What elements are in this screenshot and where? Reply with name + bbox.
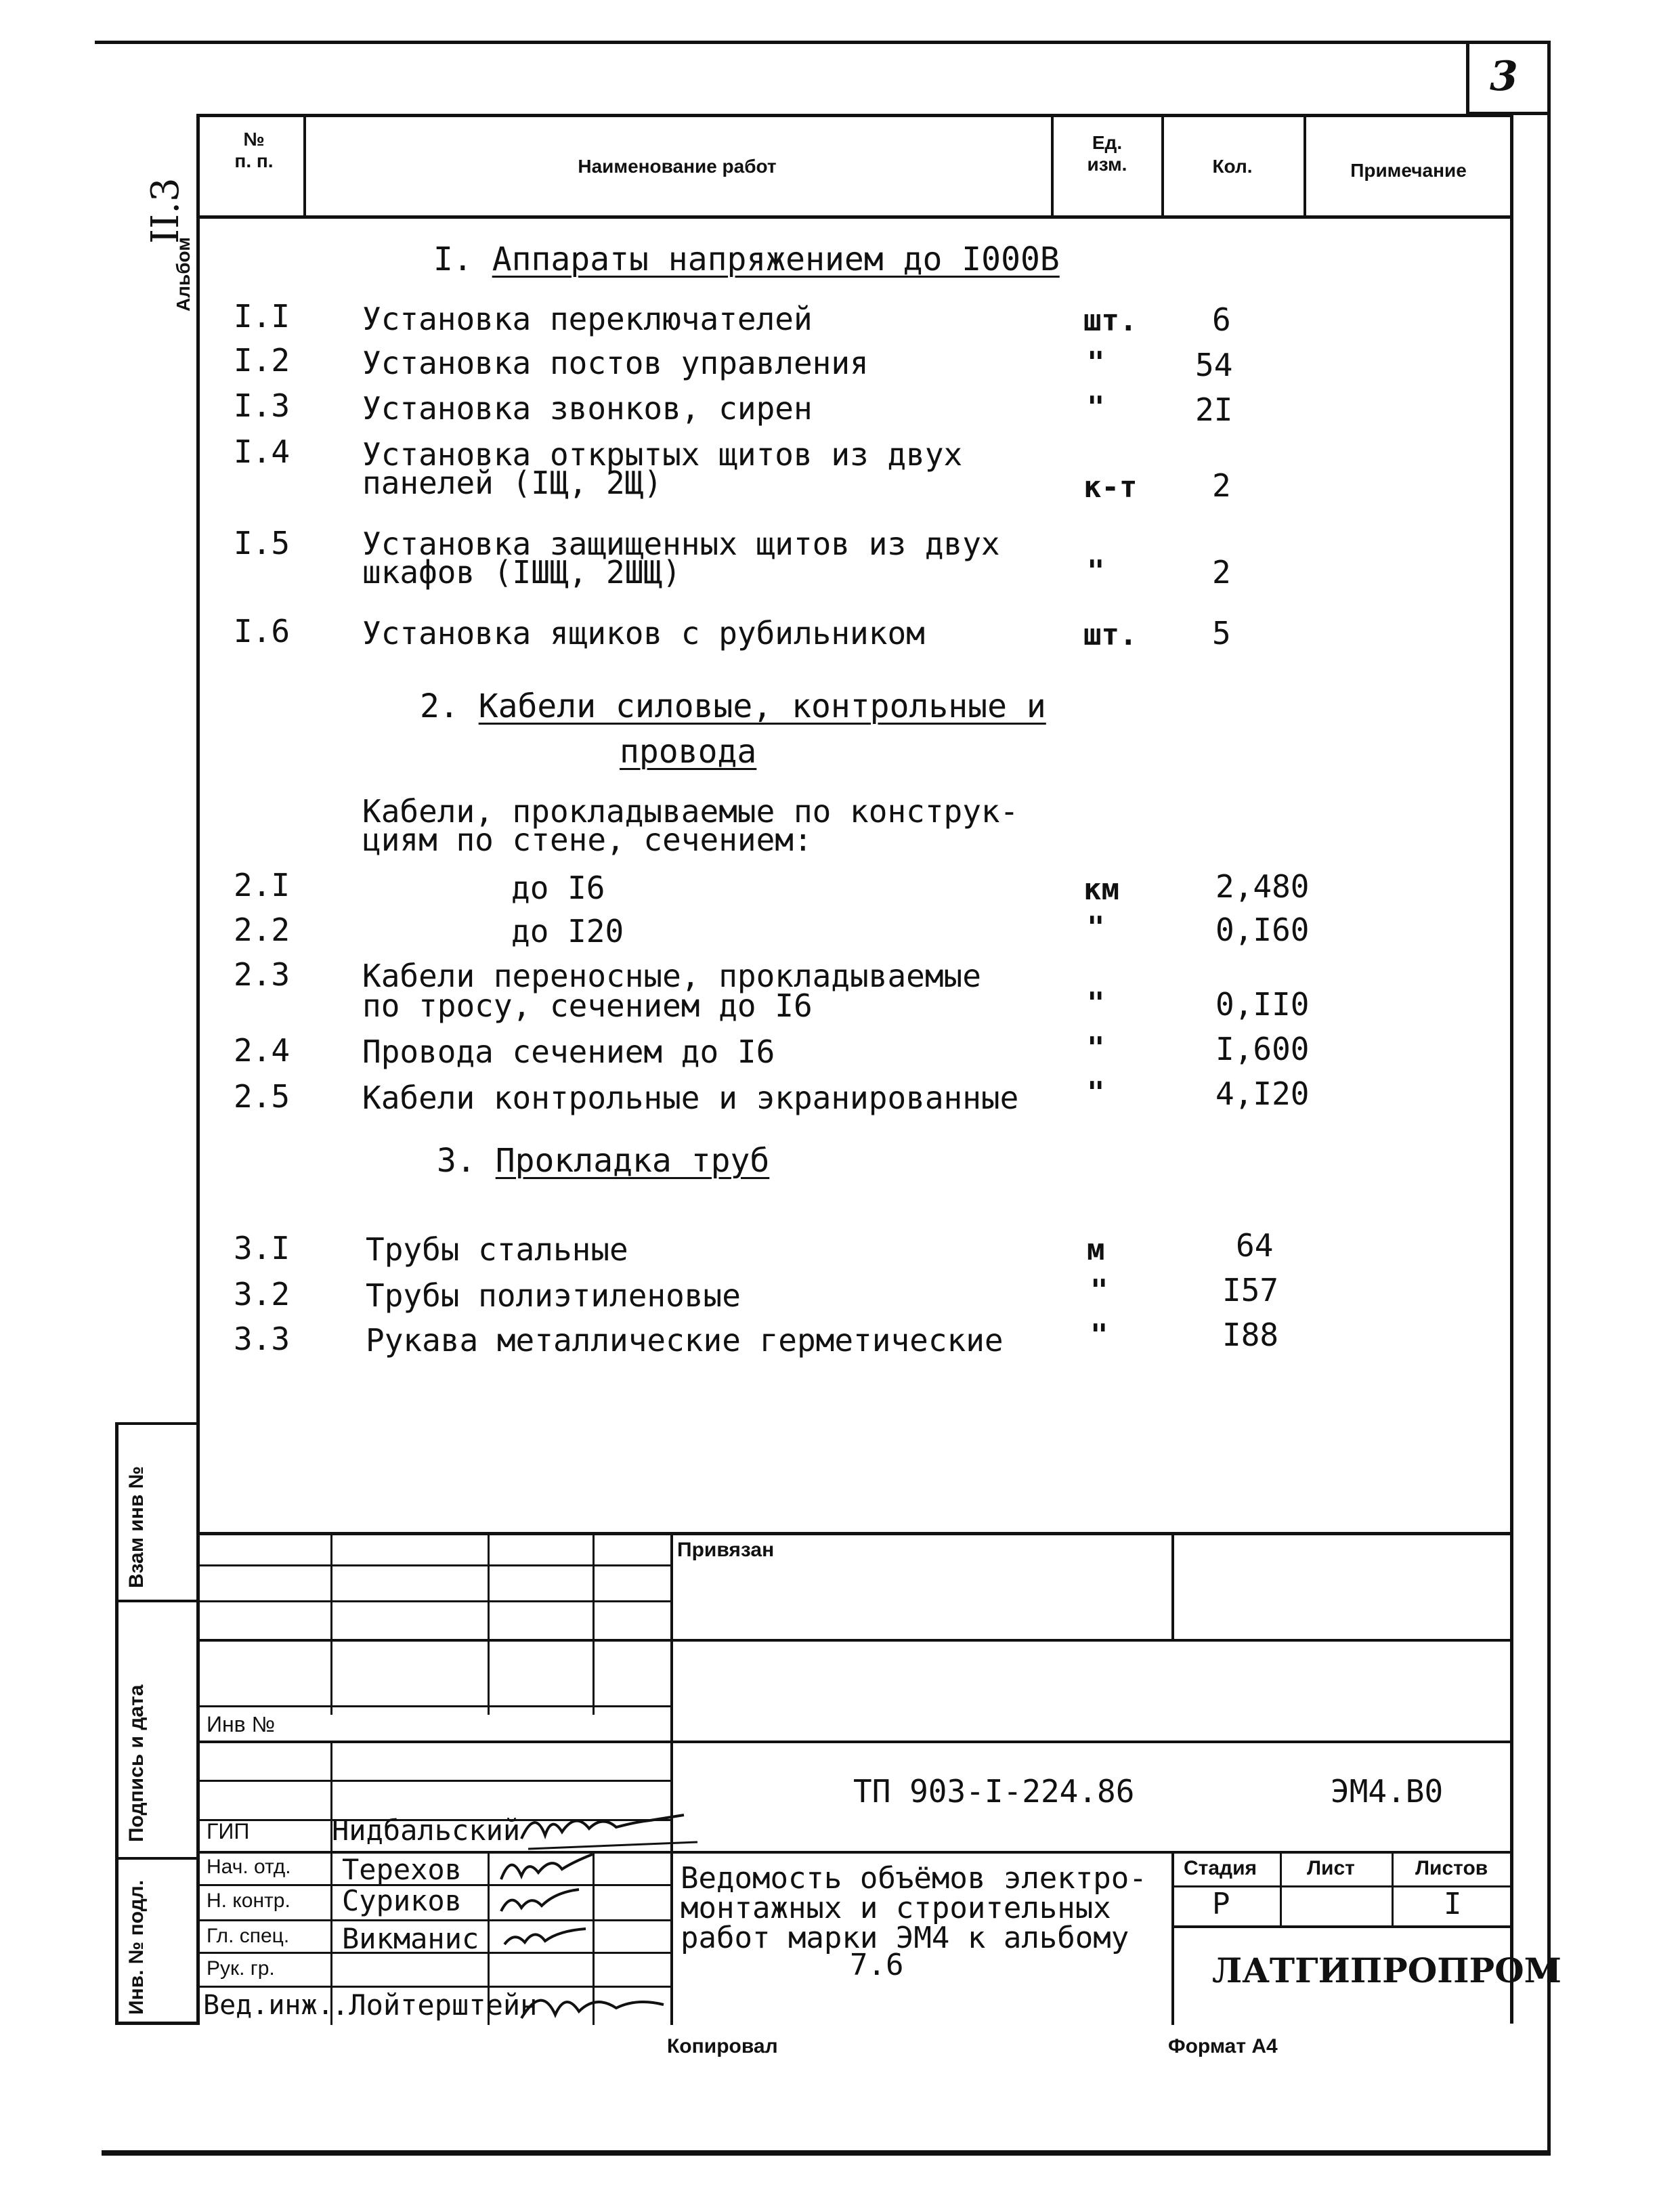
stamp-r5 [196,1741,1513,1743]
row-name: Установка ящиков с рубильником [362,615,925,652]
side-vzam-label: Взам инв № [125,1466,148,1588]
section-1-text: Аппараты напряжением до I000В [492,240,1060,278]
stamp-r10 [196,1919,670,1921]
row-qty: 2I [1195,391,1233,428]
signature-lojtershtejn [515,1978,684,2028]
row-unit: " [1087,986,1105,1021]
stage-row-2 [1171,1925,1513,1928]
format-label: Формат А4 [1168,2035,1278,2057]
row-num: I.I [234,298,290,335]
section-2-num: 2. [420,687,459,725]
row-qty: 2 [1212,554,1231,591]
side-strip-bottom [115,2022,200,2025]
side-strip-div2 [115,1857,200,1860]
row-unit: " [1090,1318,1108,1352]
row-name: Установка открытых щитов из двух [362,436,963,473]
inner-frame-right [1510,114,1513,2024]
row-name: Установка переключателей [362,301,813,337]
row-unit: шт. [1083,303,1138,338]
row-qty: 0,I60 [1215,912,1310,948]
row-qty: I57 [1222,1272,1279,1308]
row-unit: км [1083,872,1119,907]
sheet-label: Лист [1307,1857,1355,1879]
row-name-line2: шкафов (IШЩ, 2ШЩ) [362,554,681,591]
row-qty: 0,II0 [1215,986,1310,1023]
inner-frame-left [196,114,200,2024]
row-num: 2.I [234,867,290,903]
row-name: Трубы стальные [366,1231,628,1268]
row-num: I.3 [234,387,290,424]
signature-vikmanis [501,1921,596,1955]
doc-code: ТП 903-I-224.86 [853,1773,1135,1810]
signature-surikov [498,1884,593,1918]
section-3-title [437,1142,769,1180]
row-name: Кабели контрольные и экранированные [362,1080,1019,1116]
stamp-r2 [196,1600,670,1602]
row-name: Установка звонков, сирен [362,390,813,427]
header-col-1 [303,114,306,217]
row-qty: I88 [1222,1317,1279,1353]
stamp-c3 [593,1532,595,1715]
row-unit: шт. [1083,618,1138,652]
header-qty: Кол. [1212,156,1253,177]
row-unit: к-т [1083,470,1138,505]
name-vikmanis: Викманис [342,1922,479,1955]
side-inv-label: Инв. № подл. [125,1879,148,2015]
row-num: 3.3 [234,1321,290,1357]
stamp-c1b [330,1741,332,2025]
top-border [95,41,1551,44]
signature-terekhov [498,1849,606,1890]
row-unit: " [1087,1075,1105,1110]
header-bottom-line [196,215,1513,219]
stage-col-2 [1392,1851,1394,1927]
role-nach-otd: Нач. отд. [207,1856,291,1878]
doc-title-line4: 7.6 [850,1948,904,1982]
name-surikov: Суриков [342,1884,462,1917]
stamp-top [196,1532,1513,1535]
section-2-title [420,687,1046,725]
header-num: № п. п. [234,129,274,171]
inner-frame-top [196,114,1510,117]
privyazan-label: Привязан [677,1539,775,1561]
row-name: Трубы полиэтиленовые [366,1277,741,1314]
row-unit: " [1087,345,1105,380]
role-gl-spec: Гл. спец. [207,1925,290,1947]
doc-mark: ЭМ4.В0 [1331,1773,1444,1810]
row-num: 3.I [234,1230,290,1266]
row-unit: " [1087,390,1105,425]
page-number-box-left [1466,41,1469,114]
section-3-text: Прокладка труб [495,1142,770,1180]
name-gip: Нидбальский [332,1814,521,1847]
row-num: 2.3 [234,956,290,993]
row-name: Кабели переносные, прокладываемые [362,958,981,994]
role-n-kontr: Н. контр. [207,1890,290,1912]
inv-no-label: Инв № [207,1712,275,1736]
stamp-c2 [488,1532,490,1715]
row-name: Установка постов управления [362,345,869,381]
copied-label: Копировал [667,2035,778,2057]
row-qty: 2,480 [1215,868,1310,905]
row-num: I.6 [234,613,290,649]
header-col-2 [1051,114,1054,217]
stage-col-1 [1280,1851,1282,1927]
row-num: 2.5 [234,1078,290,1115]
row-name-line2: панелей (IЩ, 2Щ) [362,465,663,501]
row-qty: 6 [1212,301,1231,338]
row-name: Рукава металлические герметические [366,1322,1004,1359]
section-3-num: 3. [437,1142,476,1180]
sheets-label: Листов [1415,1857,1488,1879]
header-note: Примечание [1350,160,1467,181]
header-col-4 [1304,114,1306,217]
row-name-line2: по тросу, сечением до I6 [362,987,813,1024]
row-qty: 4,I20 [1215,1075,1310,1112]
cables-intro-line2: циям по стене, сечением: [362,821,813,858]
section-1-title [433,240,1060,278]
doc-title-line1: Ведомость объёмов электро- [681,1861,1147,1896]
name-terekhov: Терехов [342,1853,462,1886]
stamp-c4 [670,1532,673,2025]
stage-value: Р [1212,1887,1230,1921]
row-qty: 2 [1212,467,1231,504]
row-qty: 5 [1212,615,1231,652]
signature-gip [515,1801,704,1856]
row-num: 2.2 [234,912,290,948]
side-strip-left [115,1422,119,2025]
bottom-trim-line [102,2150,1551,2153]
row-unit: " [1090,1273,1108,1308]
stamp-c5b [1171,1851,1174,2025]
row-num: I.4 [234,433,290,470]
sheets-value: I [1444,1887,1462,1921]
stamp-r6 [196,1780,670,1782]
doc-title-line3: работ марки ЭМ4 к альбому [681,1921,1129,1955]
row-qty: 64 [1236,1227,1274,1264]
name-lojtershtejn: .Лойтерштейн [332,1988,538,2022]
header-col-3 [1161,114,1164,217]
organization-name: ЛАТГИПРОПРОМ [1212,1950,1561,1990]
row-name: до I20 [511,913,624,949]
row-name: до I6 [511,870,605,906]
cables-intro: Кабели, прокладываемые по конструк- [362,793,1019,830]
header-name: Наименование работ [578,156,777,177]
side-strip-div1 [115,1600,200,1602]
row-unit: " [1087,910,1105,945]
role-ruk-gr: Рук. гр. [207,1957,275,1980]
stage-label: Стадия [1184,1857,1257,1879]
section-2-title-line2: провода [620,733,757,771]
row-num: 3.2 [234,1276,290,1312]
row-name: Провода сечением до I6 [362,1033,775,1070]
section-2-text: Кабели силовые, контрольные и [478,687,1046,725]
row-num: 2.4 [234,1032,290,1069]
side-podpis-label: Подпись и дата [125,1684,148,1842]
row-unit: " [1087,1031,1105,1065]
stamp-c5 [1171,1532,1174,1640]
doc-title-line2: монтажных и строительных [681,1891,1111,1925]
album-label: Альбом [173,237,194,312]
row-num: I.2 [234,342,290,379]
row-qty: 54 [1195,347,1233,383]
stamp-r4 [196,1705,670,1707]
role-gip: ГИП [207,1819,250,1843]
album-number: II.3 [144,177,188,244]
header-unit: Ед. изм. [1087,132,1127,175]
stamp-r1 [196,1564,670,1566]
row-unit: м [1087,1233,1105,1267]
right-border [1547,41,1551,2155]
role-ved-inzh: Вед.инж. [203,1990,334,2021]
page-number: 3 [1490,53,1518,100]
stamp-r3 [196,1639,1513,1642]
row-unit: " [1087,554,1105,589]
row-num: I.5 [234,525,290,561]
row-name: Установка защищенных щитов из двух [362,526,1000,562]
row-qty: I,600 [1215,1031,1310,1067]
stamp-c1 [330,1532,332,1715]
side-strip-top [115,1422,200,1425]
section-1-num: I. [433,240,473,278]
